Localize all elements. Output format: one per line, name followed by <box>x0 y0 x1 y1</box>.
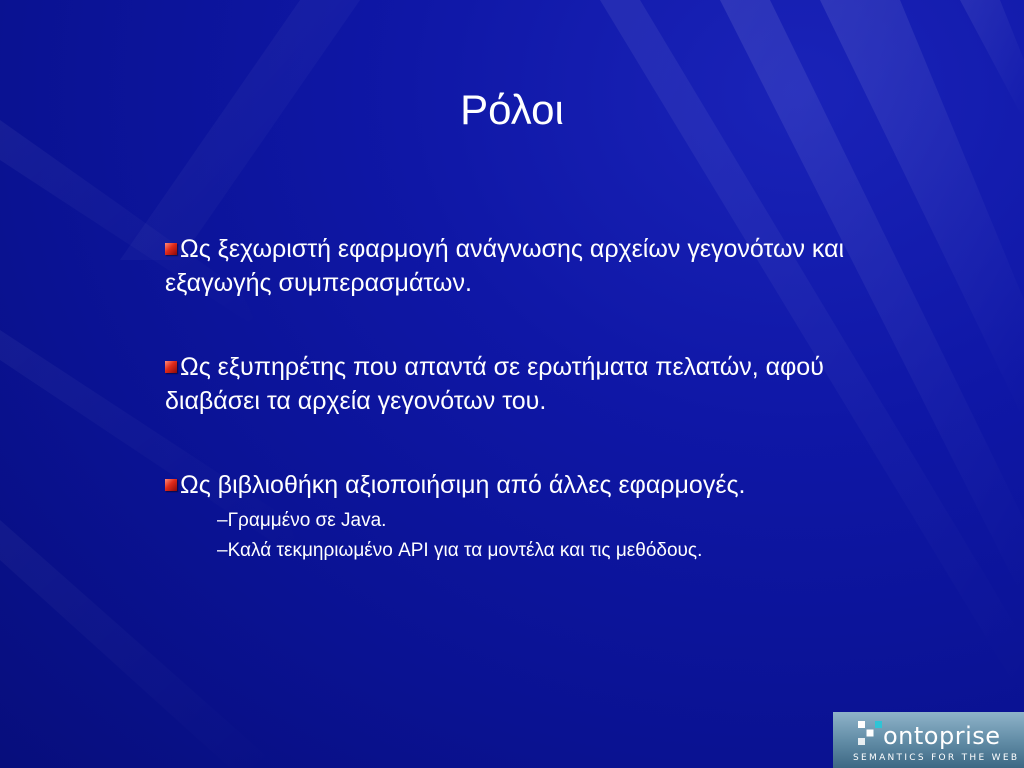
sub-bullet-list <box>165 506 885 566</box>
bullet-text-1: Ως ξεχωριστή εφαρμογή ανάγνωσης αρχείων γεγονότων και εξαγωγής συμπερασμάτων. <box>165 235 845 297</box>
red-square-bullet-icon <box>165 243 177 255</box>
logo-tagline: SEMANTICS FOR THE WEB <box>853 753 1020 763</box>
red-square-bullet-icon <box>165 479 177 491</box>
bullet-item-3 <box>165 468 885 566</box>
bullet-item-1 <box>165 232 885 300</box>
logo-name: ontoprise <box>883 722 1001 750</box>
sub-bullet-item-1: –Γραμμένο σε Java. <box>217 510 387 531</box>
bullet-list <box>165 232 885 566</box>
ontoprise-logo <box>833 712 1024 768</box>
bullet-item-2 <box>165 350 885 418</box>
slide-title: Ρόλοι <box>460 86 564 133</box>
bullet-text-2: Ως εξυπηρέτης που απαντά σε ερωτήματα πελατών, αφού διαβάσει τα αρχεία γεγονότων του. <box>165 353 824 415</box>
ontoprise-logo-mark-icon <box>855 718 885 748</box>
red-square-bullet-icon <box>165 361 177 373</box>
bullet-text-3: Ως βιβλιοθήκη αξιοποιήσιμη από άλλες εφαρμογές. <box>180 471 746 499</box>
sub-bullet-item-2: –Καλά τεκμηριωμένο API για τα μοντέλα και τις μεθόδους. <box>217 540 703 561</box>
